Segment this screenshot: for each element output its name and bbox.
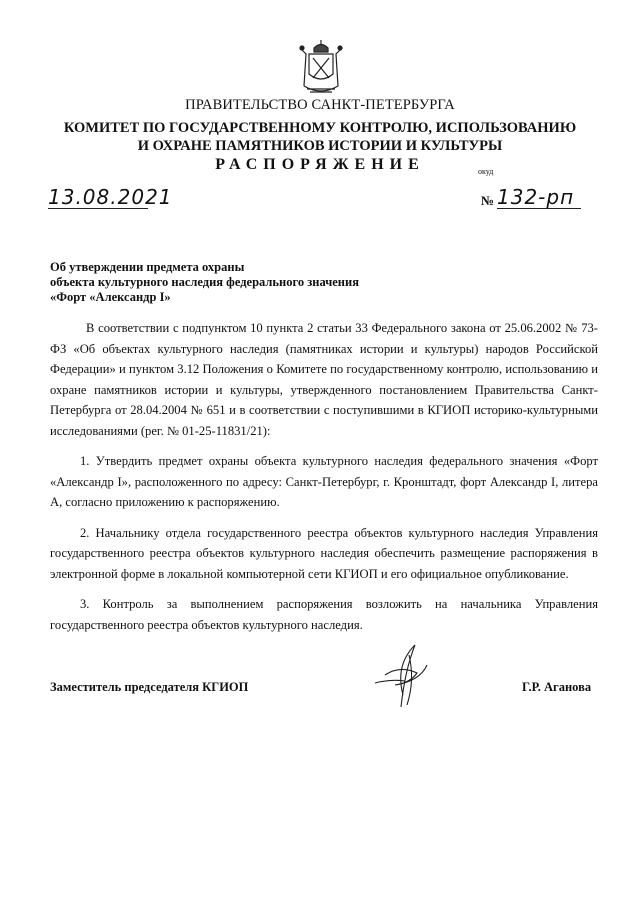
okud-label: окуд [478,167,494,176]
document-date: 13.08.2021 [48,185,173,209]
intro-paragraph: В соответствии с подпунктом 10 пункта 2 статьи 33 Федерального закона от 25.06.2002 № 73-ФЗ «Об объектах культурного наследия (памятниках истории и культуры) народов Российской Федерации» и пунктом 3.12 Положения о Комитете по государственному контролю, использованию и охране памятников истории и культуры, утвержденного постановлением Правительства Санкт-Петербурга от 28.04.2004 № 651 и в соответствии с поступившими в КГИОП историко-культурными исследованиями (рег. № 01-25-11831/21): [50,321,598,438]
document-type: РАСПОРЯЖЕНИЕ [215,156,425,173]
coat-of-arms-icon [298,40,344,96]
order-item-1: 1. Утвердить предмет охраны объекта культурного наследия федерального значения «Форт «Александр I», расположенного по адресу: Санкт-Петербург, г. Кронштадт, форт Александр I, литера А, согласно приложению к распоряжению. [50,454,598,509]
subject-line-2: объекта культурного наследия федерального значения [50,275,359,289]
number-sign: № [481,193,495,208]
subject-line-3: «Форт «Александр I» [50,290,171,304]
document-body [50,318,598,645]
order-item-3: 3. Контроль за выполнением распоряжения возложить на начальника Управления государственного реестра объектов культурного наследия. [50,597,598,632]
committee-line-1: КОМИТЕТ ПО ГОСУДАРСТВЕННОМУ КОНТРОЛЮ, ИСПОЛЬЗОВАНИЮ [63,120,577,136]
committee-name [40,119,600,155]
signer-title: Заместитель председателя КГИОП [50,680,249,694]
document-subject [50,260,430,305]
government-name: ПРАВИТЕЛЬСТВО САНКТ-ПЕТЕРБУРГА [185,97,455,113]
document-number: 132-рп [497,186,581,209]
signer-name: Г.Р. Аганова [522,680,592,694]
committee-line-2: И ОХРАНЕ ПАМЯТНИКОВ ИСТОРИИ И КУЛЬТУРЫ [137,138,503,154]
handwritten-signature [365,635,445,715]
subject-line-1: Об утверждении предмета охраны [50,260,245,274]
order-item-2: 2. Начальнику отдела государственного реестра объектов культурного наследия Управления государственного реестра объектов культурного наследия обеспечить размещение распоряжения в электронной форме в локальной компьютерной сети КГИОП и его официальное опубликование. [50,525,598,581]
